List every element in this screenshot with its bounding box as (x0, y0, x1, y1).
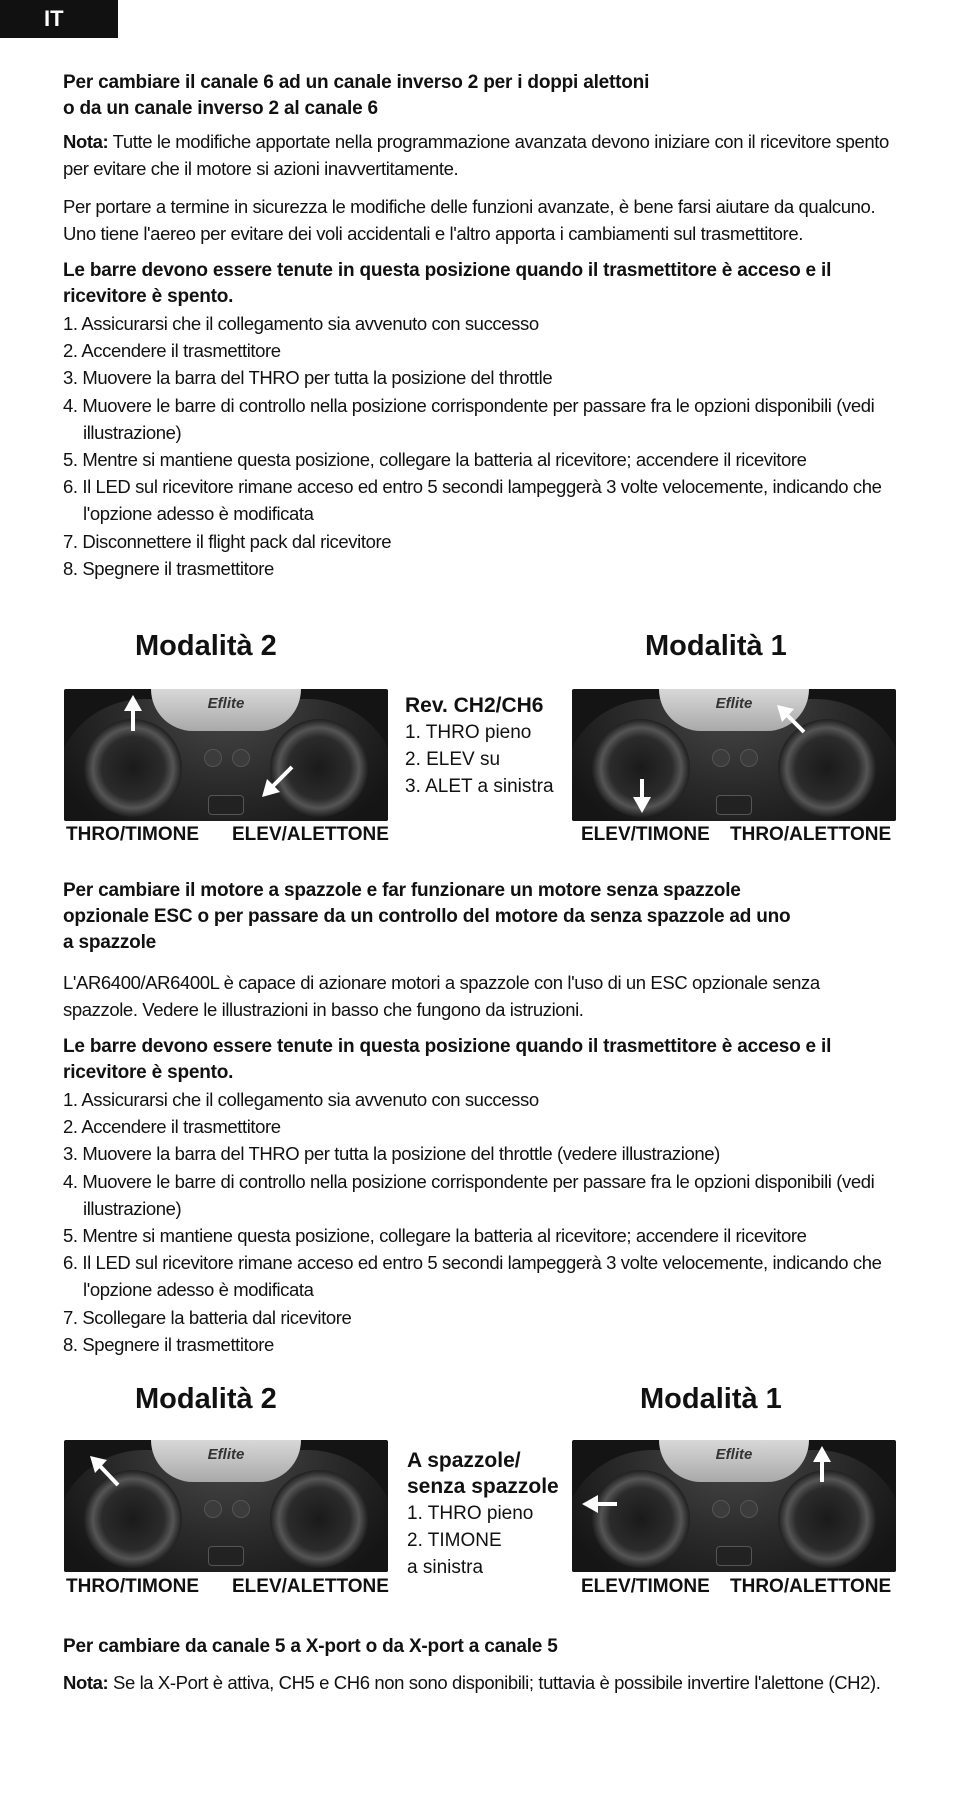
reverse-item: 3. ALET a sinistra (405, 776, 554, 797)
elev-timone-label: ELEV/TIMONE (581, 1576, 710, 1597)
arrow-icon (572, 1440, 896, 1572)
list-item: 2. Accendere il trasmettitore (63, 340, 281, 362)
mode-1-title: Modalità 1 (645, 630, 787, 662)
thro-timone-label: THRO/TIMONE (66, 824, 199, 845)
transmitter-image-mode1 (572, 689, 896, 821)
list-item: 4. Muovere le barre di controllo nella posizione corrispondente per passare fra le opzioni disponibili (vedi illustrazione) (63, 394, 875, 443)
reverse-item: 1. THRO pieno (405, 722, 532, 743)
list-item: 6. Il LED sul ricevitore rimane acceso ed entro 5 secondi lampeggerà 3 volte velocemente, indicando che l'opzione adesso è modificata (63, 1252, 882, 1301)
note-paragraph: Nota: Se la X-Port è attiva, CH5 e CH6 non sono disponibili; tuttavia è possibile invertire l'alettone (CH2). (63, 1672, 881, 1693)
elev-alettone-label: ELEV/ALETTONE (232, 1576, 389, 1597)
transmitter-image-mode2 (64, 1440, 388, 1572)
brushed-item: 1. THRO pieno (407, 1503, 534, 1524)
eflite-logo: Eflite (207, 695, 245, 712)
list-item: 8. Spegnere il trasmettitore (63, 557, 274, 579)
reverse-item: 2. ELEV su (405, 749, 501, 770)
list-item: 2. Accendere il trasmettitore (63, 1116, 281, 1138)
arrow-icon (64, 689, 388, 821)
reverse-title: Rev. CH2/CH6 (405, 694, 544, 717)
mode-1-title: Modalità 1 (640, 1383, 782, 1415)
brushed-title: A spazzole/ (407, 1449, 521, 1472)
arrow-icon (64, 1440, 388, 1572)
mode-2-title: Modalità 2 (135, 630, 277, 662)
elev-timone-label: ELEV/TIMONE (581, 824, 710, 845)
elev-alettone-label: ELEV/ALETTONE (232, 824, 389, 845)
eflite-logo: Eflite (715, 1446, 753, 1463)
list-item: 4. Muovere le barre di controllo nella posizione corrispondente per passare fra le opzioni disponibili (vedi illustrazione) (63, 1170, 875, 1219)
mode-2-title: Modalità 2 (135, 1383, 277, 1415)
eflite-logo: Eflite (715, 695, 753, 712)
section-brushed-motor (63, 878, 893, 1358)
thro-timone-label: THRO/TIMONE (66, 1576, 199, 1597)
list-item: 1. Assicurarsi che il collegamento sia avvenuto con successo (63, 1089, 539, 1110)
thro-alettone-label: THRO/ALETTONE (730, 824, 892, 845)
thro-alettone-label: THRO/ALETTONE (730, 1576, 892, 1597)
eflite-logo: Eflite (207, 1446, 245, 1463)
section-xport (63, 1634, 893, 1696)
list-item: 3. Muovere la barra del THRO per tutta la posizione del throttle (vedere illustrazione) (63, 1143, 720, 1165)
list-item: 5. Mentre si mantiene questa posizione, collegare la batteria al ricevitore; accendere il ricevitore (63, 1225, 807, 1247)
transmitter-image-mode2 (64, 689, 388, 821)
arrow-icon (572, 689, 896, 821)
list-item: 6. Il LED sul ricevitore rimane acceso ed entro 5 secondi lampeggerà 3 volte velocemente, indicando che l'opzione adesso è modificata (63, 476, 882, 525)
stick-position-intro: Le barre devono essere tenute in questa posizione quando il trasmettitore è acceso e il ricevitore è spento. (63, 1036, 832, 1083)
note-paragraph: Nota: Tutte le modifiche apportate nella programmazione avanzata devono iniziare con il ricevitore spento per evitare che il motore si azioni inavvertitamente. (63, 131, 889, 179)
section-reverse-ch2-ch6 (63, 70, 893, 582)
brushed-info-box (407, 1448, 559, 1581)
list-item: 8. Spegnere il trasmettitore (63, 1333, 274, 1355)
language-tab: IT (0, 0, 118, 38)
brushed-item: 2. TIMONE (407, 1530, 502, 1551)
intro-paragraph: L'AR6400/AR6400L è capace di azionare motori a spazzole con l'uso di un ESC opzionale senza spazzole. Vedere le illustrazioni in basso che fungono da istruzioni. (63, 972, 820, 1020)
stick-position-intro: Le barre devono essere tenute in questa posizione quando il trasmettitore è acceso e il ricevitore è spento. (63, 260, 832, 307)
section-heading: Per cambiare il motore a spazzole e far funzionare un motore senza spazzole opzionale ESC o per passare da un controllo del motore da senza spazzole ad uno a spazzole (63, 880, 791, 953)
brushed-item: a sinistra (407, 1557, 484, 1578)
list-item: 7. Scollegare la batteria dal ricevitore (63, 1306, 352, 1328)
list-item: 7. Disconnettere il flight pack dal ricevitore (63, 530, 392, 552)
list-item: 3. Muovere la barra del THRO per tutta la posizione del throttle (63, 367, 553, 389)
transmitter-image-mode1 (572, 1440, 896, 1572)
list-item: 1. Assicurarsi che il collegamento sia avvenuto con successo (63, 313, 539, 334)
list-item: 5. Mentre si mantiene questa posizione, collegare la batteria al ricevitore; accendere il ricevitore (63, 449, 807, 471)
reverse-info-box (405, 693, 554, 800)
safety-paragraph: Per portare a termine in sicurezza le modifiche delle funzioni avanzate, è bene farsi aiutare da qualcuno. Uno tiene l'aereo per evitare dei voli accidentali e l'altro apporta i cambiamenti sul trasmettitore. (63, 196, 876, 244)
steps-list (63, 310, 893, 582)
section-heading: Per cambiare il canale 6 ad un canale inverso 2 per i doppi alettoni o da un canale inverso 2 al canale 6 (63, 72, 650, 119)
steps-list (63, 1086, 893, 1358)
brushed-title: senza spazzole (407, 1475, 559, 1498)
section-heading: Per cambiare da canale 5 a X-port o da X-port a canale 5 (63, 1636, 558, 1657)
